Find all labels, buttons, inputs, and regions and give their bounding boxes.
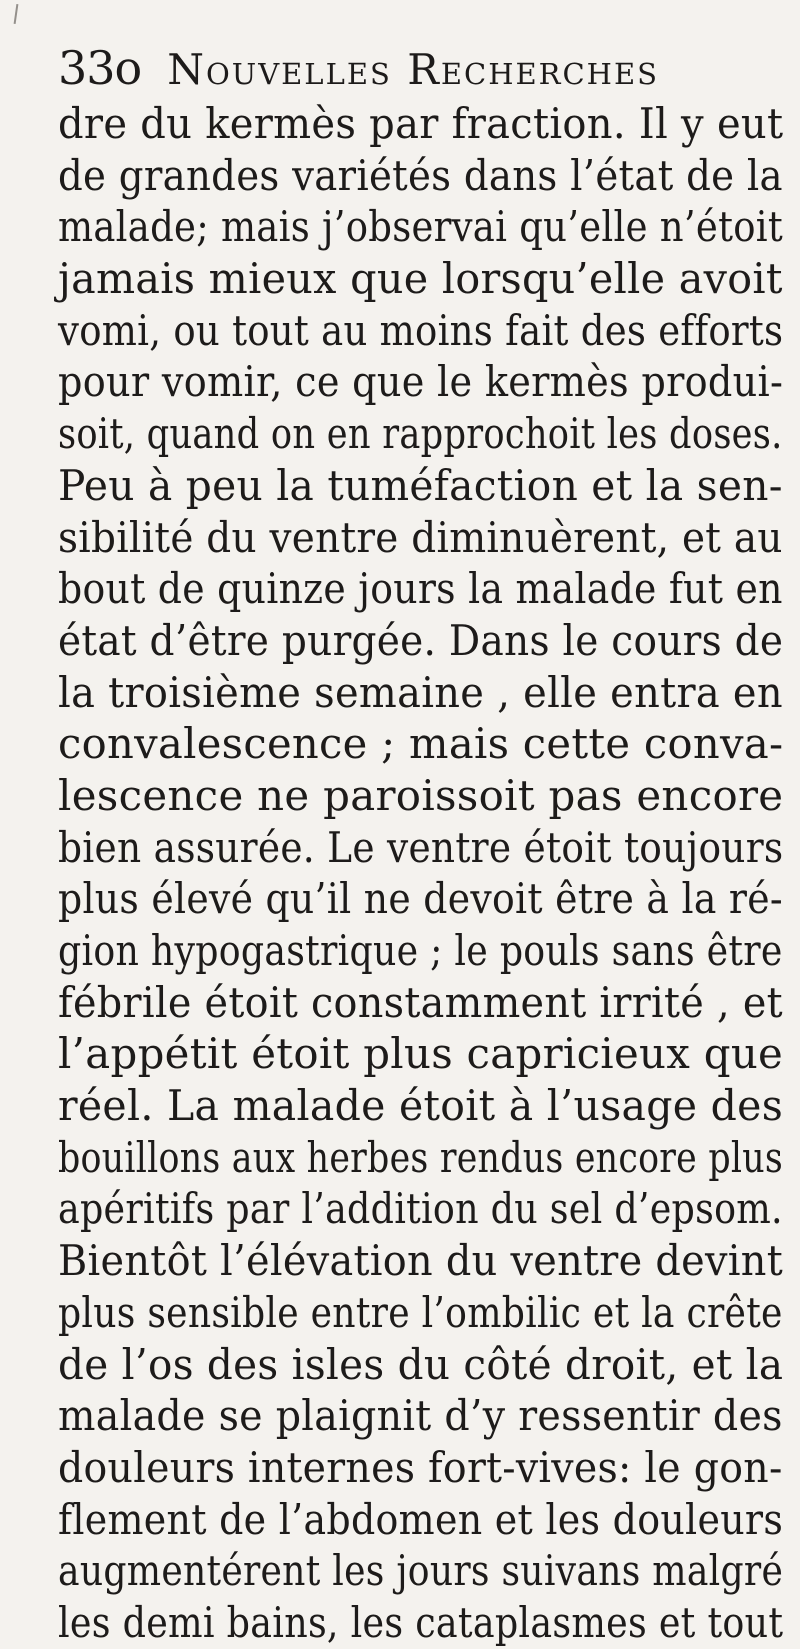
text-line: fébrile étoit constamment irrité , et (58, 977, 783, 1027)
text-line: l’appétit étoit plus capricieux que (58, 1029, 784, 1079)
text-line: vomi, ou tout au moins fait des efforts (58, 305, 784, 355)
margin-mark (14, 4, 19, 24)
text-line: dre du kermès par fraction. Il y eut (58, 99, 784, 148)
text-line: lescence ne paroissoit pas encore (58, 770, 784, 820)
page-number: 33o (58, 41, 142, 95)
text-line: Bientôt l’élévation du ventre devint (58, 1236, 783, 1286)
text-line: malade; mais j’observai qu’elle n’étoit (58, 202, 783, 252)
text-line: pour vomir, ce que le kermès produi- (58, 357, 784, 407)
text-line: bien assurée. Le ventre étoit toujours (58, 822, 784, 872)
text-line: de l’os des isles du côté droit, et la (58, 1339, 784, 1389)
text-line: la troisième semaine , elle entra en (58, 667, 783, 717)
text-line: jamais mieux que lorsqu’elle avoit (58, 254, 783, 304)
text-line: bouillons aux herbes rendus encore plus (58, 1132, 783, 1182)
text-line: apéritifs par l’addition du sel d’epsom. (58, 1184, 783, 1234)
text-line: malade se plaignit d’y ressentir des (58, 1391, 783, 1441)
text-line: augmentérent les jours suivans malgré (58, 1546, 784, 1596)
text-line: réel. La malade étoit à l’usage des (58, 1081, 784, 1131)
text-line: soit, quand on en rapprochoit les doses. (58, 409, 783, 459)
text-line: douleurs internes fort-vives: le gon- (58, 1442, 783, 1492)
text-line: de grandes variétés dans l’état de la (58, 150, 783, 200)
text-line: Peu à peu la tuméfaction et la sen- (58, 460, 783, 510)
text-line: état d’être purgée. Dans le cours de (58, 615, 784, 665)
text-line: plus élevé qu’il ne devoit être à la ré- (58, 874, 783, 924)
running-title: Nouvelles Recherches (167, 45, 660, 94)
text-line: gion hypogastrique ; le pouls sans être (58, 926, 783, 975)
text-line: flement de l’abdomen et les douleurs (58, 1494, 784, 1544)
text-line: bout de quinze jours la malade fut en (58, 564, 783, 614)
text-line: convalescence ; mais cette conva- (58, 719, 784, 769)
page-header (58, 40, 758, 96)
text-line: plus sensible entre l’ombilic et la crête (58, 1287, 783, 1337)
text-line: les demi bains, les cataplasmes et tout (58, 1597, 784, 1647)
text-line: sibilité du ventre diminuèrent, et au (58, 512, 783, 562)
body-text (58, 98, 784, 1649)
